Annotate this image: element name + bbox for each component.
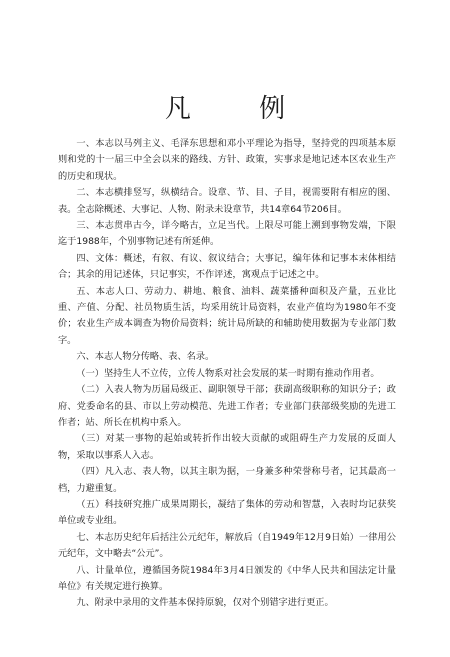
document-body bbox=[58, 136, 396, 612]
paragraph-7: 七、本志历史纪年后括注公元纪年，解放后（自1949年12月9日始）一律用公元纪年，文中略去“公元”。 bbox=[58, 531, 396, 560]
paragraph-8: 八、计量单位，遵循国务院1984年3月4日颁发的《中华人民共和国法定计量单位》有关规定进行换算。 bbox=[58, 564, 396, 592]
paragraph-6-1: （一）坚持生人不立传，立传人物系对社会发展的某一时期有推动作用者。 bbox=[76, 367, 380, 379]
paragraph-1: 一、本志以马列主义、毛泽东思想和邓小平理论为指导，坚持党的四项基本原则和党的十一届三中全会以来的路线、方针、政策，实事求是地记述本区农业生产的历史和现状。 bbox=[58, 138, 396, 182]
paragraph-3: 三、本志贯串古今，详今略古，立足当代。上限尽可能上溯到事物发端，下限迄于1988年，个别事物记述有所延伸。 bbox=[58, 220, 396, 248]
paragraph-9: 九、附录中录用的文件基本保持原貌，仅对个别错字进行更正。 bbox=[76, 597, 334, 609]
paragraph-6-4: （四）凡入志、表人物，以其主职为据，一身兼多种荣誉称号者，记其最高一档，力避重复。 bbox=[58, 466, 396, 494]
paragraph-6: 六、本志人物分传略、表、名录。 bbox=[76, 351, 215, 363]
paragraph-6-2: （二）入表人物为历届局级正、副职领导干部；获副高级职称的知识分子；政府、党委命名的县、市以上劳动模范、先进工作者；专业部门获部级奖励的先进工作者；站、所长在机构中系入。 bbox=[58, 384, 396, 428]
paragraph-4: 四、文体：概述，有叙、有议、叙议结合；大事记，编年体和记事本末体相结合；其余的用记述体，只记事实，不作评述，寓观点于记述之中。 bbox=[58, 252, 396, 281]
paragraph-6-5: （五）科技研究推广成果周期长，凝结了集体的劳动和智慧，入表时均记获奖单位或专业组。 bbox=[58, 498, 396, 527]
page-title: 凡 例 bbox=[164, 94, 316, 124]
paragraph-6-3: （三）对某一事物的起始或转折作出较大贡献的或阻碍生产力发展的反面人物，采取以事系人入志。 bbox=[58, 433, 396, 461]
paragraph-5: 五、本志人口、劳动力、耕地、粮食、油料、蔬菜播种面积及产量，五业比重、产值、分配、社员物质生活，均采用统计局资料，农业产值均为1980年不变价；农业生产成本调查为物价局资料；统计局所缺的和辅助使用数据为专业部门数字。 bbox=[58, 285, 396, 346]
paragraph-2: 二、本志横排竖写，纵横结合。设章、节、目、子目，视需要附有相应的图、表。全志除概述、大事记、人物、附录未设章节，共14章64节206目。 bbox=[58, 187, 396, 215]
